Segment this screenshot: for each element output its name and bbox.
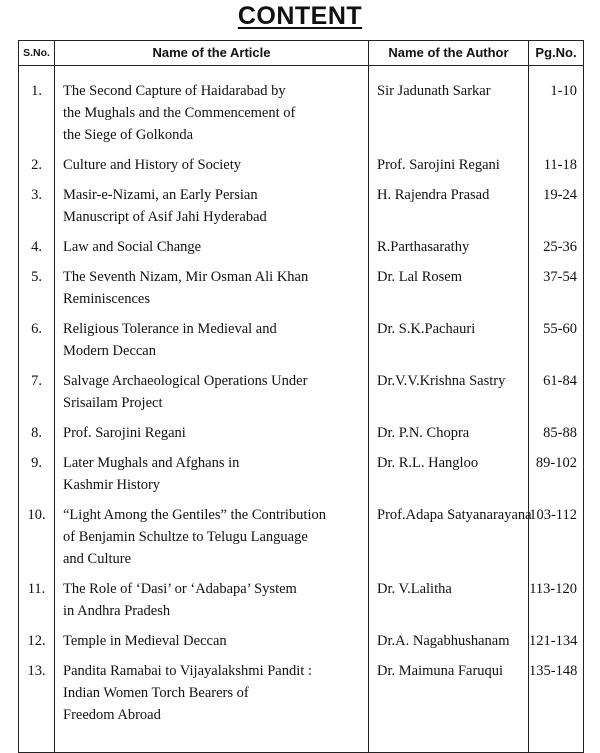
col-header-article: Name of the Article [55,41,369,66]
article-title-line: of Benjamin Schultze to Telugu Language [63,529,308,545]
serial-number: 1. [19,66,55,155]
page-range: 85-88 [529,422,584,452]
author-name: Sir Jadunath Sarkar [369,66,529,155]
table-row [19,630,584,660]
author-name: H. Rajendra Prasad [369,184,529,236]
page-range: 19-24 [529,184,584,236]
table-row [19,422,584,452]
page-range: 55-60 [529,318,584,370]
article-title-line: Kashmir History [63,477,161,493]
article-title-line: The Role of ‘Dasi’ or ‘Adabapa’ System [63,581,297,597]
page-range: 37-54 [529,266,584,318]
article-title [55,318,369,370]
article-title-line: the Siege of Golkonda [63,127,194,143]
article-title-line: Culture and History of Society [63,157,242,173]
article-title [55,422,369,452]
page-range: 25-36 [529,236,584,266]
article-title [55,184,369,236]
serial-number: 11. [19,578,55,630]
article-title [55,154,369,184]
table-row [19,370,584,422]
article-title-line: The Second Capture of Haidarabad by [63,83,286,99]
article-title-line: Pandita Ramabai to Vijayalakshmi Pandit : [63,663,312,679]
serial-number: 6. [19,318,55,370]
article-title-line: Modern Deccan [63,343,156,359]
article-title-line: Later Mughals and Afghans in [63,455,240,471]
article-title [55,236,369,266]
serial-number: 4. [19,236,55,266]
article-title [55,370,369,422]
col-header-sno: S.No. [19,41,55,66]
author-name: Prof.Adapa Satyanarayana [369,504,529,578]
article-title [55,66,369,155]
table-row [19,318,584,370]
article-title-line: Masir-e-Nizami, an Early Persian [63,187,258,203]
serial-number: 2. [19,154,55,184]
contents-table [18,40,584,753]
author-name: Dr. Maimuna Faruqui [369,660,529,753]
page-range: 61-84 [529,370,584,422]
table-row [19,578,584,630]
article-title-line: Law and Social Change [63,239,202,255]
article-title [55,266,369,318]
article-title [55,630,369,660]
serial-number: 3. [19,184,55,236]
col-header-author: Name of the Author [369,41,529,66]
article-title-line: The Seventh Nizam, Mir Osman Ali Khan [63,269,309,285]
author-name: Dr. S.K.Pachauri [369,318,529,370]
table-row [19,452,584,504]
serial-number: 9. [19,452,55,504]
article-title-line: the Mughals and the Commencement of [63,105,296,121]
serial-number: 12. [19,630,55,660]
article-title [55,660,369,753]
table-row [19,236,584,266]
page-range: 11-18 [529,154,584,184]
serial-number: 7. [19,370,55,422]
table-row [19,266,584,318]
author-name: Dr. Lal Rosem [369,266,529,318]
article-title-line: Prof. Sarojini Regani [63,425,186,441]
article-title-line: in Andhra Pradesh [63,603,171,619]
table-row [19,504,584,578]
article-title-line: Srisailam Project [63,395,163,411]
contents-body [19,66,584,753]
page-range: 135-148 [529,660,584,753]
article-title-line: Freedom Abroad [63,707,161,723]
author-name: Dr.A. Nagabhushanam [369,630,529,660]
page-range: 103-112 [529,504,584,578]
article-title-line: Temple in Medieval Deccan [63,633,227,649]
page-range: 89-102 [529,452,584,504]
page-range: 121-134 [529,630,584,660]
table-row [19,184,584,236]
author-name: Prof. Sarojini Regani [369,154,529,184]
author-name: Dr. V.Lalitha [369,578,529,630]
article-title-line: Salvage Archaeological Operations Under [63,373,308,389]
table-row [19,154,584,184]
table-row [19,66,584,155]
header-row [19,41,584,66]
author-name: Dr. P.N. Chopra [369,422,529,452]
article-title [55,452,369,504]
serial-number: 13. [19,660,55,753]
article-title-line: and Culture [63,551,132,567]
page-range: 113-120 [529,578,584,630]
article-title-line: Manuscript of Asif Jahi Hyderabad [63,209,267,225]
author-name: Dr.V.V.Krishna Sastry [369,370,529,422]
article-title-line: “Light Among the Gentiles” the Contribution [63,507,326,523]
article-title [55,578,369,630]
article-title-line: Religious Tolerance in Medieval and [63,321,277,337]
author-name: R.Parthasarathy [369,236,529,266]
page-title: CONTENT [237,2,363,30]
table-row [19,660,584,753]
page-range: 1-10 [529,66,584,155]
serial-number: 8. [19,422,55,452]
serial-number: 5. [19,266,55,318]
article-title-line: Reminiscences [63,291,150,307]
serial-number: 10. [19,504,55,578]
col-header-page: Pg.No. [529,41,584,66]
author-name: Dr. R.L. Hangloo [369,452,529,504]
article-title-line: Indian Women Torch Bearers of [63,685,249,701]
article-title [55,504,369,578]
